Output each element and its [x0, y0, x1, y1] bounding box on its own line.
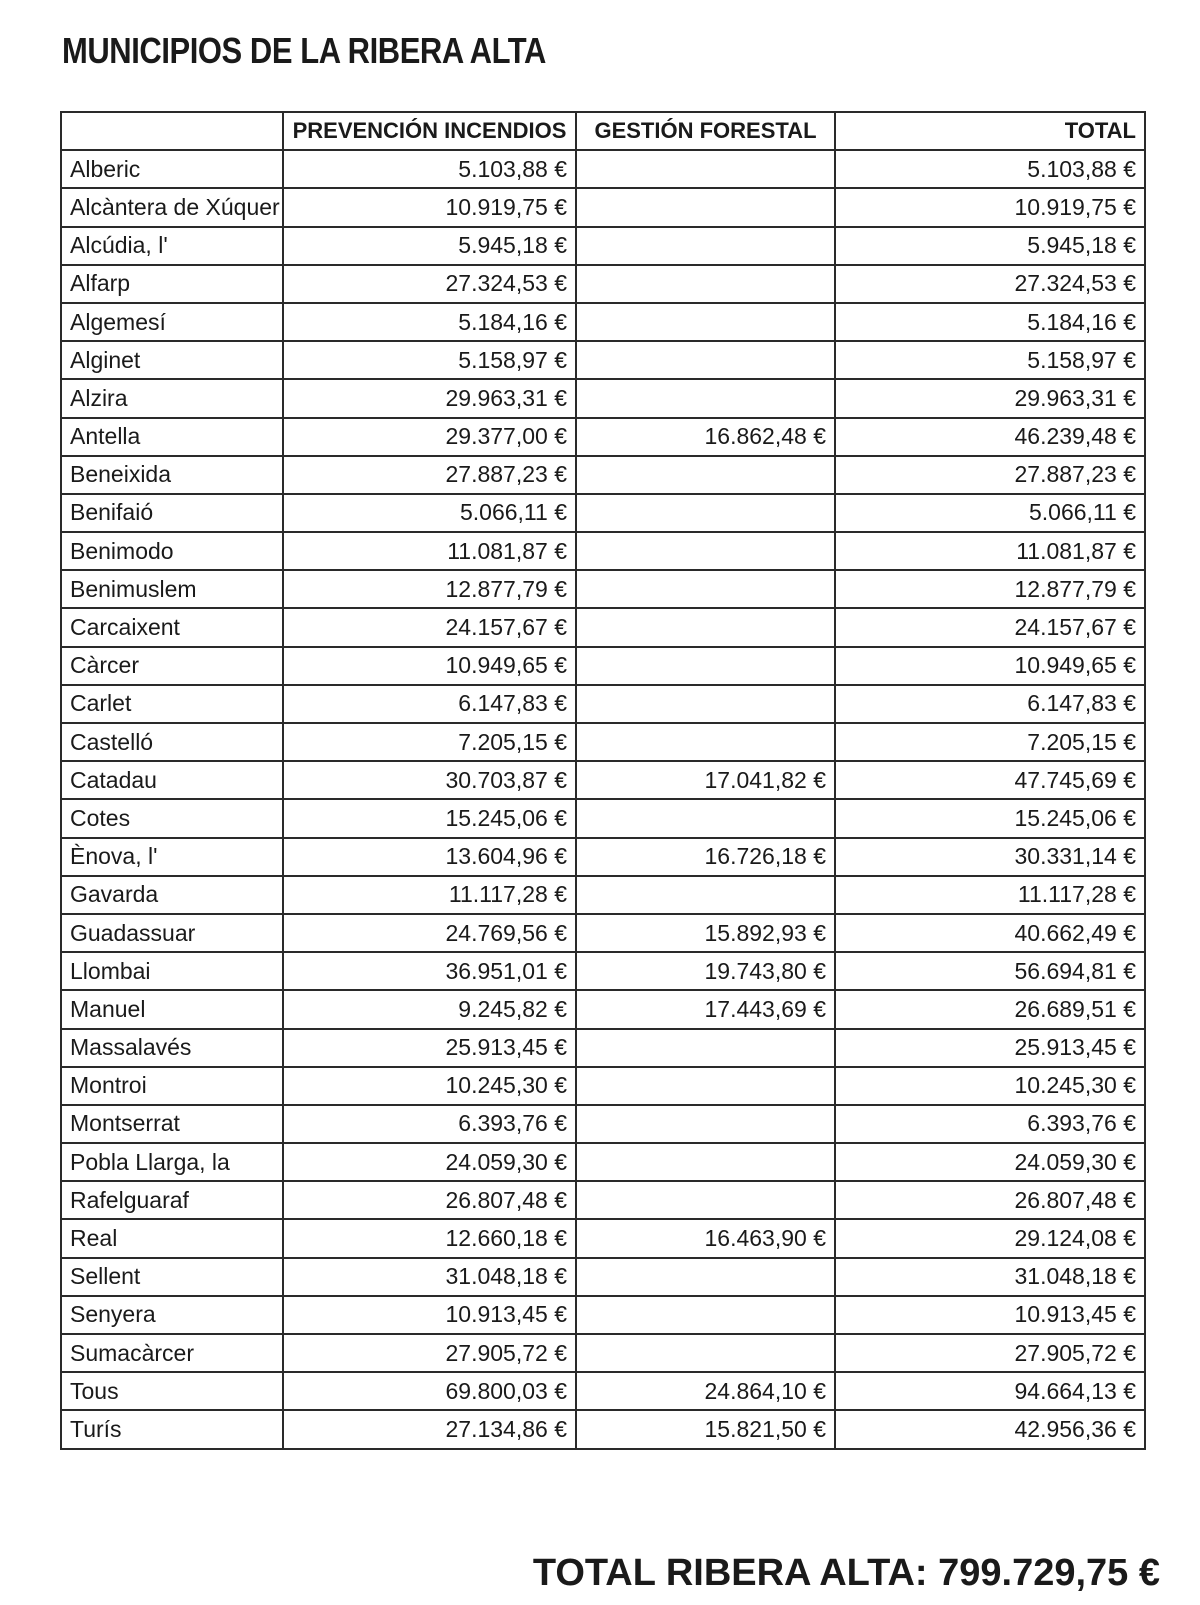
cell-prevencion-incendios: 10.919,75 € — [283, 188, 576, 226]
table-row — [61, 914, 1145, 952]
cell-municipio: Antella — [61, 418, 283, 456]
table-row — [61, 608, 1145, 646]
table-row — [61, 1334, 1145, 1372]
cell-gestion-forestal — [576, 265, 835, 303]
table-row — [61, 532, 1145, 570]
cell-total: 26.689,51 € — [835, 990, 1145, 1028]
cell-prevencion-incendios: 27.324,53 € — [283, 265, 576, 303]
header-prevencion-incendios: PREVENCIÓN INCENDIOS — [283, 112, 576, 150]
table-row — [61, 1105, 1145, 1143]
cell-total: 26.807,48 € — [835, 1181, 1145, 1219]
header-total: TOTAL — [835, 112, 1145, 150]
cell-municipio: Alginet — [61, 341, 283, 379]
cell-gestion-forestal — [576, 494, 835, 532]
cell-gestion-forestal — [576, 1334, 835, 1372]
cell-gestion-forestal — [576, 608, 835, 646]
cell-total: 94.664,13 € — [835, 1372, 1145, 1410]
cell-prevencion-incendios: 27.905,72 € — [283, 1334, 576, 1372]
cell-prevencion-incendios: 10.913,45 € — [283, 1296, 576, 1334]
cell-total: 31.048,18 € — [835, 1258, 1145, 1296]
cell-prevencion-incendios: 30.703,87 € — [283, 761, 576, 799]
cell-prevencion-incendios: 27.887,23 € — [283, 456, 576, 494]
cell-gestion-forestal — [576, 1143, 835, 1181]
cell-total: 25.913,45 € — [835, 1029, 1145, 1067]
cell-gestion-forestal — [576, 1296, 835, 1334]
cell-prevencion-incendios: 12.877,79 € — [283, 570, 576, 608]
cell-total: 29.963,31 € — [835, 379, 1145, 417]
cell-total: 27.887,23 € — [835, 456, 1145, 494]
cell-total: 24.059,30 € — [835, 1143, 1145, 1181]
cell-prevencion-incendios: 29.377,00 € — [283, 418, 576, 456]
table-row — [61, 990, 1145, 1028]
cell-total: 10.949,65 € — [835, 647, 1145, 685]
cell-municipio: Montserrat — [61, 1105, 283, 1143]
cell-prevencion-incendios: 31.048,18 € — [283, 1258, 576, 1296]
cell-gestion-forestal — [576, 1029, 835, 1067]
cell-total: 6.147,83 € — [835, 685, 1145, 723]
table-row — [61, 1181, 1145, 1219]
table-row — [61, 341, 1145, 379]
cell-prevencion-incendios: 7.205,15 € — [283, 723, 576, 761]
cell-prevencion-incendios: 10.245,30 € — [283, 1067, 576, 1105]
cell-municipio: Real — [61, 1219, 283, 1257]
header-municipio — [61, 112, 283, 150]
cell-prevencion-incendios: 24.059,30 € — [283, 1143, 576, 1181]
cell-municipio: Alberic — [61, 150, 283, 188]
cell-municipio: Alzira — [61, 379, 283, 417]
cell-municipio: Senyera — [61, 1296, 283, 1334]
table-row — [61, 1258, 1145, 1296]
cell-municipio: Turís — [61, 1410, 283, 1448]
cell-gestion-forestal — [576, 303, 835, 341]
table-row — [61, 570, 1145, 608]
cell-gestion-forestal — [576, 1181, 835, 1219]
cell-municipio: Rafelguaraf — [61, 1181, 283, 1219]
cell-prevencion-incendios: 26.807,48 € — [283, 1181, 576, 1219]
header-gestion-forestal: GESTIÓN FORESTAL — [576, 112, 835, 150]
cell-total: 46.239,48 € — [835, 418, 1145, 456]
table-row — [61, 265, 1145, 303]
cell-prevencion-incendios: 36.951,01 € — [283, 952, 576, 990]
cell-municipio: Benifaió — [61, 494, 283, 532]
cell-total: 56.694,81 € — [835, 952, 1145, 990]
cell-gestion-forestal — [576, 876, 835, 914]
cell-prevencion-incendios: 6.393,76 € — [283, 1105, 576, 1143]
table-row — [61, 1067, 1145, 1105]
cell-gestion-forestal — [576, 1067, 835, 1105]
cell-prevencion-incendios: 24.157,67 € — [283, 608, 576, 646]
cell-gestion-forestal — [576, 647, 835, 685]
cell-prevencion-incendios: 5.184,16 € — [283, 303, 576, 341]
cell-gestion-forestal — [576, 570, 835, 608]
cell-municipio: Alfarp — [61, 265, 283, 303]
cell-prevencion-incendios: 5.158,97 € — [283, 341, 576, 379]
cell-prevencion-incendios: 69.800,03 € — [283, 1372, 576, 1410]
table-row — [61, 150, 1145, 188]
cell-gestion-forestal — [576, 532, 835, 570]
cell-total: 11.117,28 € — [835, 876, 1145, 914]
cell-gestion-forestal — [576, 685, 835, 723]
table-row — [61, 799, 1145, 837]
cell-municipio: Benimodo — [61, 532, 283, 570]
cell-total: 5.066,11 € — [835, 494, 1145, 532]
table-row — [61, 188, 1145, 226]
cell-gestion-forestal: 16.862,48 € — [576, 418, 835, 456]
cell-municipio: Carlet — [61, 685, 283, 723]
cell-gestion-forestal — [576, 456, 835, 494]
cell-gestion-forestal — [576, 799, 835, 837]
cell-total: 7.205,15 € — [835, 723, 1145, 761]
cell-gestion-forestal: 24.864,10 € — [576, 1372, 835, 1410]
cell-total: 5.103,88 € — [835, 150, 1145, 188]
cell-prevencion-incendios: 9.245,82 € — [283, 990, 576, 1028]
cell-total: 5.158,97 € — [835, 341, 1145, 379]
cell-total: 5.945,18 € — [835, 227, 1145, 265]
cell-prevencion-incendios: 13.604,96 € — [283, 838, 576, 876]
cell-gestion-forestal: 15.892,93 € — [576, 914, 835, 952]
municipios-table — [60, 111, 1146, 1450]
cell-gestion-forestal — [576, 379, 835, 417]
cell-municipio: Castelló — [61, 723, 283, 761]
table-row — [61, 723, 1145, 761]
page-title: MUNICIPIOS DE LA RIBERA ALTA — [62, 30, 546, 71]
cell-total: 29.124,08 € — [835, 1219, 1145, 1257]
cell-prevencion-incendios: 10.949,65 € — [283, 647, 576, 685]
table-row — [61, 1219, 1145, 1257]
cell-gestion-forestal — [576, 341, 835, 379]
cell-gestion-forestal: 15.821,50 € — [576, 1410, 835, 1448]
cell-municipio: Càrcer — [61, 647, 283, 685]
cell-total: 42.956,36 € — [835, 1410, 1145, 1448]
cell-prevencion-incendios: 29.963,31 € — [283, 379, 576, 417]
cell-municipio: Benimuslem — [61, 570, 283, 608]
cell-municipio: Pobla Llarga, la — [61, 1143, 283, 1181]
cell-gestion-forestal — [576, 1258, 835, 1296]
cell-municipio: Llombai — [61, 952, 283, 990]
cell-gestion-forestal: 17.041,82 € — [576, 761, 835, 799]
cell-municipio: Carcaixent — [61, 608, 283, 646]
cell-municipio: Alcàntera de Xúquer — [61, 188, 283, 226]
cell-total: 24.157,67 € — [835, 608, 1145, 646]
cell-prevencion-incendios: 6.147,83 € — [283, 685, 576, 723]
table-row — [61, 1143, 1145, 1181]
cell-gestion-forestal — [576, 188, 835, 226]
table-row — [61, 379, 1145, 417]
cell-gestion-forestal — [576, 723, 835, 761]
table-row — [61, 418, 1145, 456]
cell-prevencion-incendios: 11.081,87 € — [283, 532, 576, 570]
cell-total: 47.745,69 € — [835, 761, 1145, 799]
cell-total: 40.662,49 € — [835, 914, 1145, 952]
cell-total: 10.919,75 € — [835, 188, 1145, 226]
cell-prevencion-incendios: 27.134,86 € — [283, 1410, 576, 1448]
cell-prevencion-incendios: 5.945,18 € — [283, 227, 576, 265]
cell-gestion-forestal — [576, 1105, 835, 1143]
table-row — [61, 227, 1145, 265]
cell-municipio: Manuel — [61, 990, 283, 1028]
cell-prevencion-incendios: 12.660,18 € — [283, 1219, 576, 1257]
table-row — [61, 952, 1145, 990]
cell-gestion-forestal: 16.726,18 € — [576, 838, 835, 876]
table-row — [61, 1296, 1145, 1334]
cell-prevencion-incendios: 25.913,45 € — [283, 1029, 576, 1067]
cell-municipio: Tous — [61, 1372, 283, 1410]
cell-municipio: Alcúdia, l' — [61, 227, 283, 265]
cell-prevencion-incendios: 24.769,56 € — [283, 914, 576, 952]
cell-total: 27.324,53 € — [835, 265, 1145, 303]
cell-municipio: Sumacàrcer — [61, 1334, 283, 1372]
cell-total: 27.905,72 € — [835, 1334, 1145, 1372]
cell-municipio: Catadau — [61, 761, 283, 799]
cell-total: 12.877,79 € — [835, 570, 1145, 608]
cell-prevencion-incendios: 5.066,11 € — [283, 494, 576, 532]
cell-total: 10.245,30 € — [835, 1067, 1145, 1105]
cell-total: 6.393,76 € — [835, 1105, 1145, 1143]
table-row — [61, 1372, 1145, 1410]
cell-municipio: Guadassuar — [61, 914, 283, 952]
cell-municipio: Massalavés — [61, 1029, 283, 1067]
cell-total: 15.245,06 € — [835, 799, 1145, 837]
cell-municipio: Sellent — [61, 1258, 283, 1296]
table-row — [61, 303, 1145, 341]
cell-municipio: Beneixida — [61, 456, 283, 494]
cell-municipio: Ènova, l' — [61, 838, 283, 876]
cell-gestion-forestal — [576, 227, 835, 265]
cell-total: 10.913,45 € — [835, 1296, 1145, 1334]
cell-municipio: Cotes — [61, 799, 283, 837]
cell-total: 5.184,16 € — [835, 303, 1145, 341]
cell-gestion-forestal: 17.443,69 € — [576, 990, 835, 1028]
table-row — [61, 838, 1145, 876]
cell-prevencion-incendios: 11.117,28 € — [283, 876, 576, 914]
table-row — [61, 494, 1145, 532]
table-row — [61, 876, 1145, 914]
cell-prevencion-incendios: 15.245,06 € — [283, 799, 576, 837]
grand-total: TOTAL RIBERA ALTA: 799.729,75 € — [532, 1552, 1160, 1594]
cell-municipio: Algemesí — [61, 303, 283, 341]
cell-municipio: Gavarda — [61, 876, 283, 914]
table-row — [61, 1029, 1145, 1067]
cell-total: 11.081,87 € — [835, 532, 1145, 570]
table-row — [61, 456, 1145, 494]
table-row — [61, 761, 1145, 799]
cell-gestion-forestal: 16.463,90 € — [576, 1219, 835, 1257]
table-row — [61, 1410, 1145, 1448]
table-row — [61, 647, 1145, 685]
cell-municipio: Montroi — [61, 1067, 283, 1105]
cell-gestion-forestal — [576, 150, 835, 188]
table-row — [61, 685, 1145, 723]
cell-gestion-forestal: 19.743,80 € — [576, 952, 835, 990]
cell-total: 30.331,14 € — [835, 838, 1145, 876]
cell-prevencion-incendios: 5.103,88 € — [283, 150, 576, 188]
table-header-row — [61, 112, 1145, 150]
